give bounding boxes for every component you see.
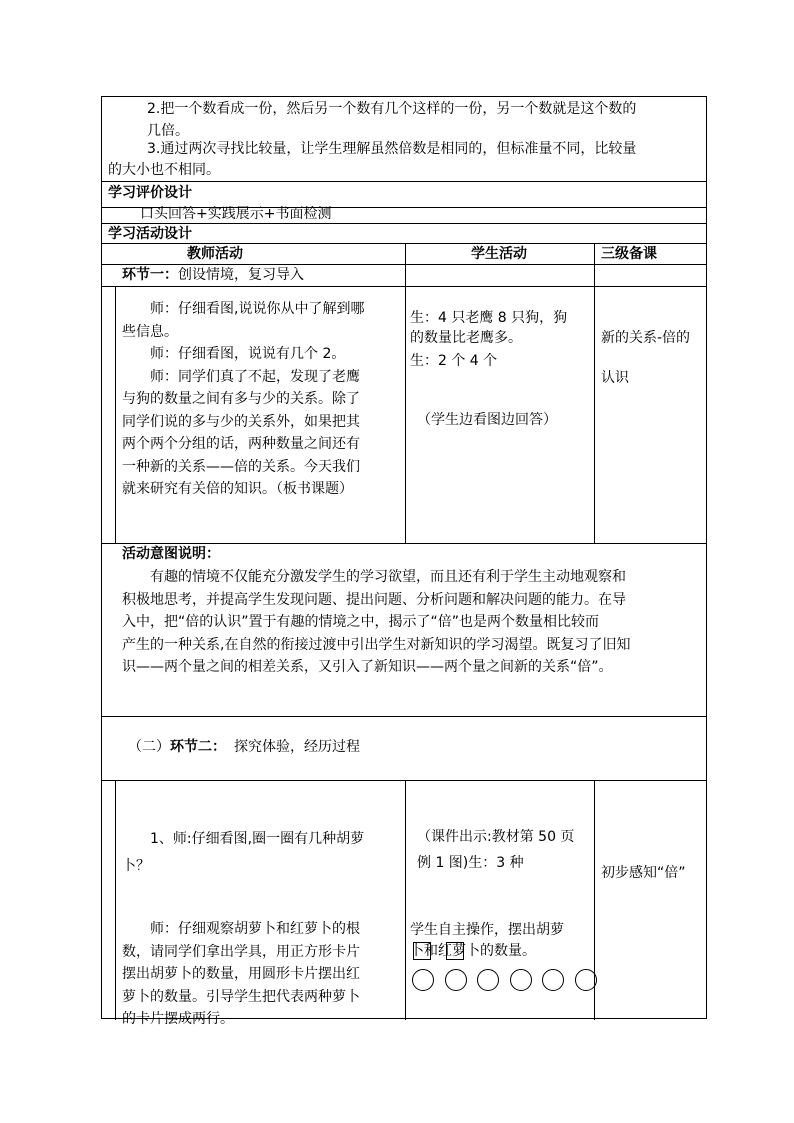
column-divider [115,780,116,1020]
column-divider [594,243,595,286]
circle-card [412,969,434,991]
teacher-line: 师：同学们真了不起，发现了老鹰 [150,368,360,385]
teacher-line: 摆出胡萝卜的数量，用圆形卡片摆出红 [122,966,360,982]
circle-card [510,969,532,991]
intent-line: 识——两个量之间的相差关系，又引入了新知识——两个量之间新的关系“倍”。 [122,659,613,675]
lesson-plan-table [101,96,707,1027]
activity-heading: 学习活动设计 [108,226,192,242]
student-line: 卜和红萝卜的数量。 [410,943,536,959]
teacher-line: 卜？ [122,858,150,874]
goal-3-line-1: 3.通过两次寻找比较量，让学生理解虽然倍数是相同的，但标准量不同，比较量 [147,141,637,157]
column-divider [594,286,595,543]
teacher-line: 师：仔细观察胡萝卜和红萝卜的根 [150,921,360,937]
goal-2-line-2: 几倍。 [147,123,189,139]
row-divider [102,780,706,781]
row-divider [102,716,706,717]
student-line: （学生边看图边回答） [417,412,557,428]
teacher-line: 师：仔细看图,说说你从中了解到哪 [150,301,365,317]
square-card [413,942,431,960]
student-line: 学生自主操作，摆出胡萝 [410,922,564,938]
circle-card [575,969,597,991]
segment-2-title: （二）环节二： 探究体验，经历过程 [128,739,360,755]
segment-2-teacher-text [122,918,402,1031]
column-header-notes: 三级备课 [601,246,657,262]
circle-card [542,969,564,991]
teacher-line: 的卡片摆成两行。 [122,1011,234,1027]
teacher-line: 萝卜的数量。引导学生把代表两种萝卜 [122,988,360,1005]
intent-line: 产生的一种关系,在自然的衔接过渡中引出学生对新知识的学习渴望。既复习了旧知 [122,636,631,653]
square-card [446,942,464,960]
teacher-line: 1、师:仔细看图,圈一圈有几种胡萝 [150,831,365,847]
teacher-line: 一种新的关系——倍的关系。今天我们 [122,458,360,475]
evaluation-content: 口头回答+实践展示+书面检测 [140,206,332,222]
teacher-line: 些信息。 [122,323,178,340]
segment-1-teacher-text [122,298,402,501]
intent-line: 积极地思考，并提高学生发现问题、提出问题、分析问题和解决问题的能力。在导 [122,591,626,608]
intent-paragraph [122,566,706,679]
student-line: 例 1 图)生：3 种 [417,855,524,871]
column-header-teacher: 教师活动 [187,246,243,262]
evaluation-heading: 学习评价设计 [108,185,192,201]
segment-1-title: 环节一：创设情境，复习导入 [122,267,304,283]
column-divider [115,286,116,543]
student-line: 的数量比老鹰多。 [410,330,522,346]
notes-line: 认识 [601,370,629,386]
circle-card [445,969,467,991]
goal-3-line-2: 的大小也不相同。 [108,162,220,178]
teacher-line: 师：仔细看图，说说有几个 2。 [150,346,346,362]
teacher-line: 数，请同学们拿出学具，用正方形卡片 [122,943,360,960]
notes-line: 初步感知“倍” [601,865,686,881]
intent-line: 有趣的情境不仅能充分激发学生的学习欲望，而且还有利于学生主动地观察和 [150,569,626,585]
teacher-line: 与狗的数量之间有多与少的关系。除了 [122,391,360,407]
column-divider [405,780,406,1020]
teacher-line: 两个两个分组的话，两种数量之间还有 [122,436,360,452]
row-divider [102,286,706,287]
teacher-line: 就来研究有关倍的知识。（板书课题） [122,481,353,497]
column-divider [405,243,406,286]
student-line: 生：4 只老鹰 8 只狗，狗 [410,310,568,326]
intent-line: 入中，把“倍的认识”置于有趣的情境之中，揭示了“倍”也是两个数量相比较而 [122,614,600,630]
column-divider [405,286,406,543]
circle-card [477,969,499,991]
goal-2-line-1: 2.把一个数看成一份，然后另一个数有几个这样的一份，另一个数就是这个数的 [147,101,637,117]
student-line: （课件出示:教材第 50 页 [417,829,575,845]
row-divider [102,181,706,182]
column-header-student: 学生活动 [471,246,527,262]
student-line: 生：2 个 4 个 [410,353,498,369]
notes-line: 新的关系-倍的 [601,330,691,346]
teacher-line: 同学们说的多与少的关系外，如果把其 [122,413,360,430]
intent-heading: 活动意图说明： [122,546,220,562]
